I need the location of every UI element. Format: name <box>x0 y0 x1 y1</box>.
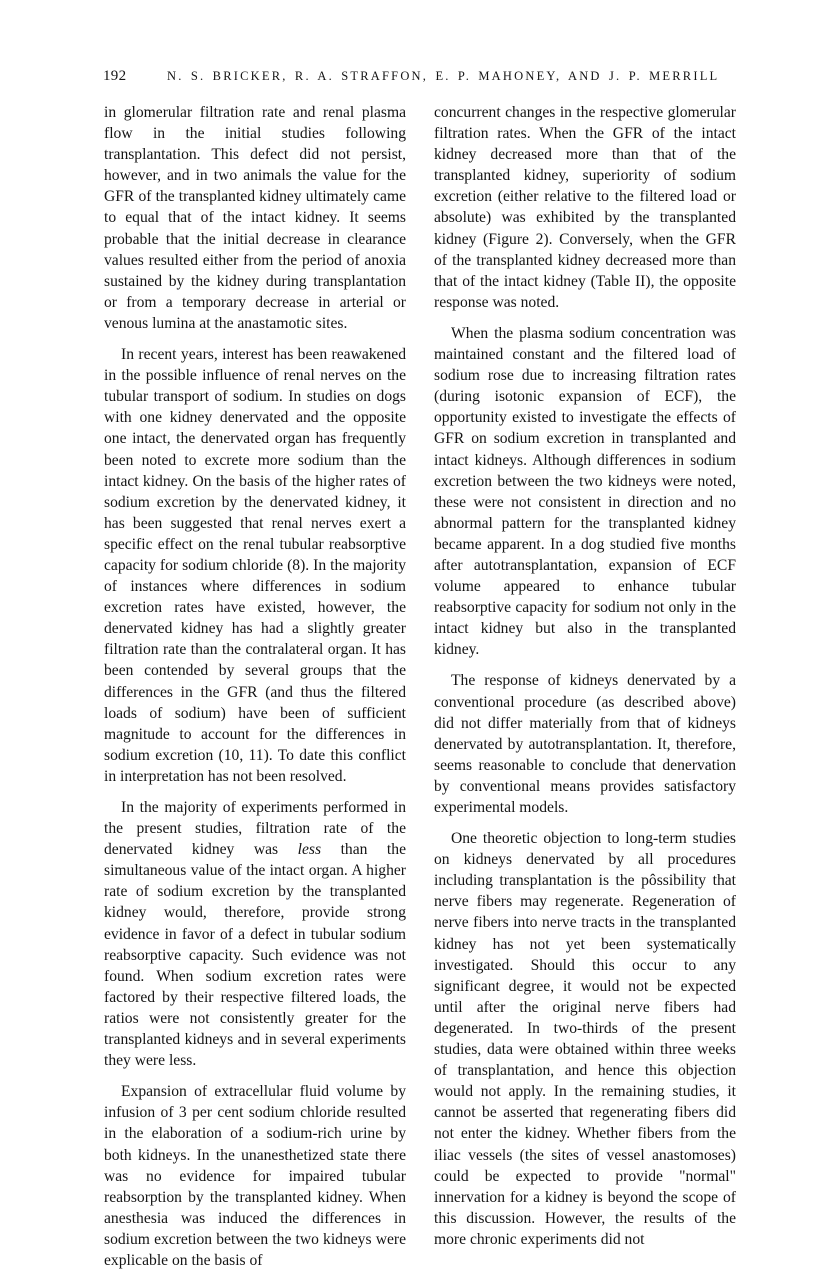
paragraph-ecf-expansion: Expansion of extracellular fluid volume by infusion of 3 per cent sodium chloride resulted in the elaboration of a sodium-rich urine by both kidneys. In the unanesthetized state there was no evidence for impaired tubular reabsorption by the transplanted kidney. When anesthesia was induced the differences in sodium excretion between the two kidneys were explicable on the basis of <box>104 1083 406 1269</box>
paragraph-conventional-denervation: The response of kidneys denervated by a conventional procedure (as described above) did not differ materially from that of kidneys denervated by autotransplantation. It, therefore, seems reasonable to conclude that denervation by conventional means provides satisfactory experimental models. <box>434 672 736 816</box>
paragraph-renal-nerves: In recent years, interest has been reawakened in the possible influence of renal nerves on the tubular transport of sodium. In studies on dogs with one kidney denervated and the opposite one intact, the denervated organ has frequently been noted to excrete more sodium than the intact kidney. On the basis of the higher rates of sodium excretion by the denervated kidney, it has been suggested that renal nerves exert a specific effect on the renal tubular reabsorptive capacity for sodium chloride (8). In the majority of instances where differences in sodium excretion rates have existed, however, the denervated kidney has had a slightly greater filtration rate than the contralateral organ. It has been contended by several groups that the differences in the GFR (and thus the filtered loads of sodium) have been of sufficient magnitude to account for the differences in sodium excretion (10, 11). To date this conflict in interpretation has not been resolved. <box>104 346 406 785</box>
italic-emphasis: less <box>297 841 322 859</box>
paragraph-nerve-regeneration: One theoretic objection to long-term studies on kidneys denervated by all procedures including transplantation is the pôssibility that nerve fibers may regenerate. Regeneration of nerve fibers into nerve tracts in the transplanted kidney has not yet been systematically investigated. Should this occur to any significant degree, it would not be expected until after the original nerve fibers had degenerated. In two-thirds of the present studies, data were obtained within three weeks of transplantation, and hence this objection would not apply. In the remaining studies, it cannot be asserted that regenerating fibers did not enter the kidney. Whether fibers from the iliac vessels (the sites of vessel anastomoses) could be expected to provide "normal" innervation for a kidney is beyond the scope of this discussion. However, the results of the more chronic experiments did not <box>434 830 736 1248</box>
paragraph-text-after-italic: than the simultaneous value of the intact organ. A higher rate of sodium excretion by the transplanted kidney would, therefore, provide strong evidence in favor of a defect in tubular sodium reabsorptive capacity. Such evidence was not found. When sodium excretion rates were factored by their respective filtered loads, the ratios were not consistently greater for the transplanted kidneys and in several experiments they were less. <box>104 841 406 1070</box>
right-column <box>434 102 736 1250</box>
paragraph-text-before-italic: In the majority of experiments performed in the present studies, filtration rate of the denervated kidney was <box>104 799 406 859</box>
left-column <box>104 102 406 1271</box>
paragraph-continued: concurrent changes in the respective glomerular filtration rates. When the GFR of the intact kidney decreased more than that of the transplanted kidney, superiority of sodium excretion (either relative to the filtered load or absolute) was exhibited by the transplanted kidney (Figure 2). Conversely, when the GFR of the transplanted kidney decreased more than that of the intact kidney (Table II), the opposite response was noted. <box>434 104 736 311</box>
paragraph-plasma-sodium: When the plasma sodium concentration was maintained constant and the filtered load of sodium rose due to increasing filtration rates (during isotonic expansion of ECF), the opportunity existed to investigate the effects of GFR on sodium excretion in transplanted and intact kidneys. Although differences in sodium excretion between the two kidneys were noted, these were not consistent in direction and no abnormal pattern for the transplanted kidney became apparent. In a dog studied five months after autotransplantation, expansion of ECF volume appeared to enhance tubular reabsorptive capacity for sodium not only in the intact kidney but also in the transplanted kidney. <box>434 324 736 659</box>
running-head-authors: N. S. BRICKER, R. A. STRAFFON, E. P. MAHONEY, AND J. P. MERRILL <box>167 69 720 83</box>
paragraph-filtration-rate <box>104 797 406 1071</box>
page-header <box>103 68 723 90</box>
page-number: 192 <box>103 68 127 84</box>
paragraph-continued: in glomerular filtration rate and renal plasma flow in the initial studies following transplantation. This defect did not persist, however, and in two animals the value for the GFR of the transplanted kidney ultimately came to equal that of the intact kidney. It seems probable that the initial decrease in clearance values resulted either from the period of anoxia sustained by the kidney during transplantation or from a temporary decrease in arterial or venous lumina at the anastamotic sites. <box>104 104 406 332</box>
